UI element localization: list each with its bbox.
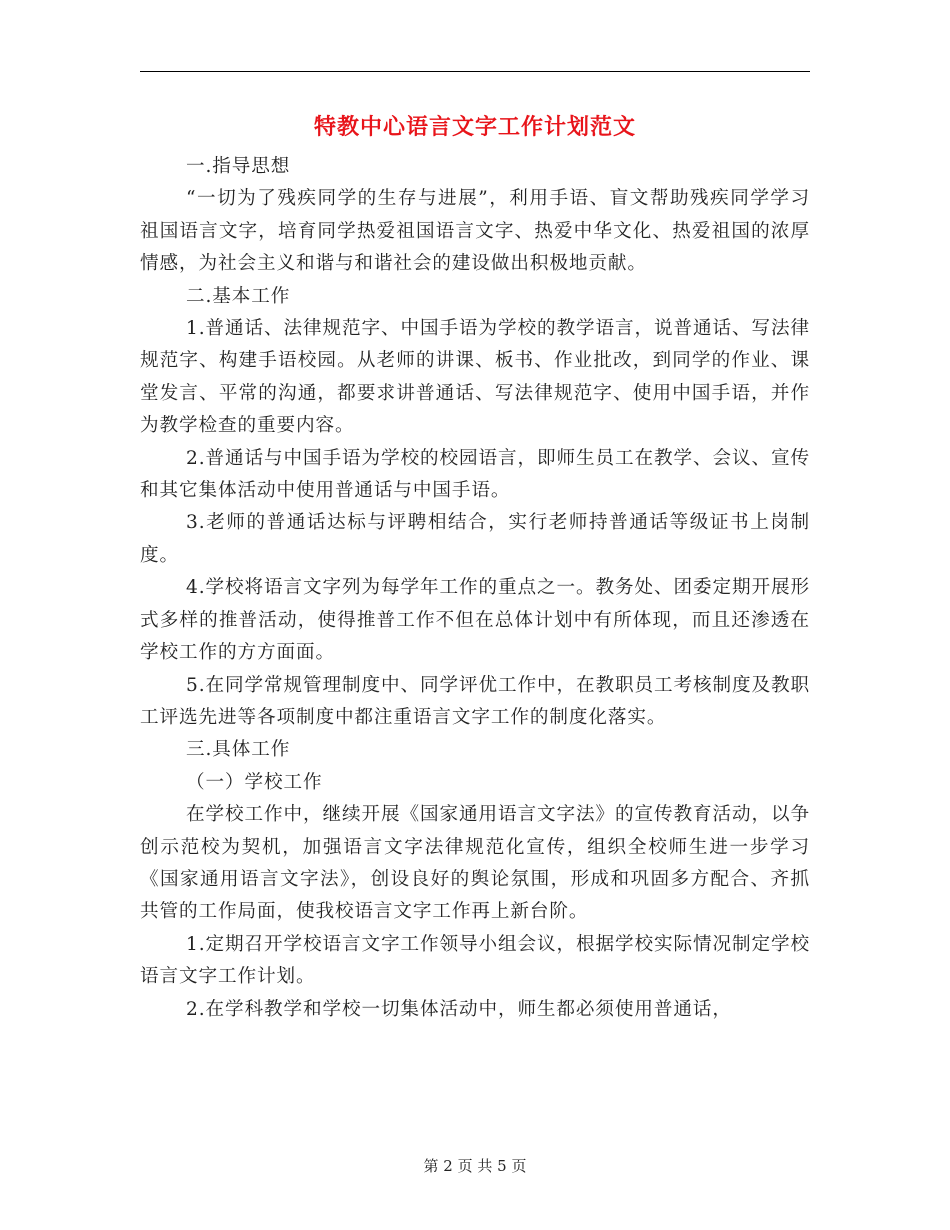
paragraph: 1.定期召开学校语言文字工作领导小组会议，根据学校实际情况制定学校语言文字工作计划。 xyxy=(140,933,810,988)
section-heading-3: 三.具体工作 xyxy=(186,739,291,761)
paragraph: 在学校工作中，继续开展《国家通用语言文字法》的宣传教育活动，以争创示范校为契机，加强语言文字法律规范化宣传，组织全校师生进一步学习《国家通用语言文字法》，创设良好的舆论氛围，形成和巩固多方配合、齐抓共管的工作局面，使我校语言文字工作再上新台阶。 xyxy=(140,804,810,923)
paragraph: 5.在同学常规管理制度中、同学评优工作中，在教职员工考核制度及教职工评选先进等各项制度中都注重语言文字工作的制度化落实。 xyxy=(140,674,810,728)
paragraph: “一切为了残疾同学的生存与进展”，利用手语、盲文帮助残疾同学学习祖国语言文字，培育同学热爱祖国语言文字、热爱中华文化、热爱祖国的浓厚情感，为社会主义和谐与和谐社会的建设做出积极地贡献。 xyxy=(140,188,810,275)
paragraph: 1.普通话、法律规范字、中国手语为学校的教学语言，说普通话、写法律规范字、构建手语校园。从老师的讲课、板书、作业批改，到同学的作业、课堂发言、平常的沟通，都要求讲普通话、写法律规范字、使用中国手语，并作为教学检查的重要内容。 xyxy=(140,318,810,437)
header-rule xyxy=(140,71,810,72)
paragraph: 2.在学科教学和学校一切集体活动中，师生都必须使用普通话， xyxy=(186,998,732,1020)
section-heading-2: 二.基本工作 xyxy=(186,285,291,307)
section-heading-1: 一.指导思想 xyxy=(186,156,291,177)
document-title: 特教中心语言文字工作计划范文 xyxy=(313,114,636,140)
paragraph: 4.学校将语言文字列为每学年工作的重点之一。教务处、团委定期开展形式多样的推普活动，使得推普工作不但在总体计划中有所体现，而且还渗透在学校工作的方方面面。 xyxy=(140,577,810,664)
subsection-heading: （一）学校工作 xyxy=(186,771,323,793)
page-number: 第 2 页 共 5 页 xyxy=(423,1157,527,1175)
document-body xyxy=(140,151,810,1026)
paragraph: 2.普通话与中国手语为学校的校园语言，即师生员工在教学、会议、宣传和其它集体活动中使用普通话与中国手语。 xyxy=(140,447,810,502)
paragraph: 3.老师的普通话达标与评聘相结合，实行老师持普通话等级证书上岗制度。 xyxy=(140,512,810,566)
